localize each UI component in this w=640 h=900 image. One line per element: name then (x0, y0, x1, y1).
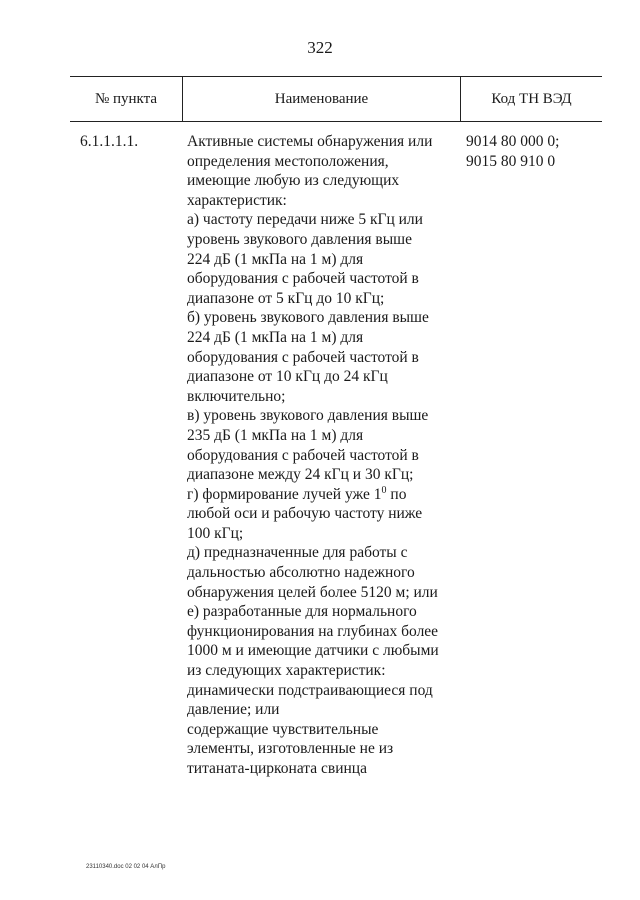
description-line-text: элементы, изготовленные не из (187, 740, 394, 758)
header-code: Код ТН ВЭД (491, 91, 572, 107)
footer-file-reference: 23110340.doc 02 02 04 АлПр (86, 864, 166, 870)
page-number: 322 (307, 38, 333, 57)
description-line (187, 406, 462, 426)
description-line (187, 661, 462, 681)
description-line-text: 100 кГц; (187, 524, 244, 542)
description-line (187, 641, 462, 661)
description-line (187, 152, 462, 172)
description-line-text: титаната-цирконата свинца (187, 760, 367, 777)
tn-ved-code: 9014 80 000 0; (466, 133, 560, 150)
description-line (187, 465, 462, 485)
description-line (187, 602, 462, 622)
description-line (187, 426, 462, 446)
description-line (187, 367, 462, 387)
description-line-text: д) предназначенные для работы с (187, 544, 408, 562)
description-line-text: оборудования с рабочей частотой в (187, 348, 419, 366)
description-line (187, 210, 462, 230)
description-line (187, 759, 462, 779)
description-line-text: 224 дБ (1 мкПа на 1 м) для (187, 250, 364, 268)
description-line (187, 524, 462, 544)
item-description (187, 132, 462, 779)
description-line-text: функционирования на глубинах более (187, 622, 439, 640)
tn-ved-code: 9015 80 910 0 (466, 152, 556, 170)
table-header (70, 76, 602, 122)
description-line-text: 224 дБ (1 мкПа на 1 м) для (187, 328, 364, 346)
description-line (187, 543, 462, 563)
description-line (187, 289, 462, 309)
description-line (187, 446, 462, 466)
description-line-text: любой оси и рабочую частоту ниже (187, 505, 423, 523)
degree-superscript: 0 (381, 484, 387, 496)
description-line-suffix: по (386, 485, 407, 503)
description-line (187, 583, 462, 603)
description-line (187, 230, 462, 250)
description-line (187, 485, 462, 505)
description-line (187, 171, 462, 191)
description-line-text: а) частоту передачи ниже 5 кГц или (187, 211, 423, 229)
description-line (187, 308, 462, 328)
description-line-text: определения местоположения, (187, 152, 389, 170)
description-line-text: давление; или (187, 701, 280, 719)
description-line-text: диапазоне от 5 кГц до 10 кГц; (187, 289, 385, 307)
header-name: Наименование (274, 91, 369, 107)
description-line (187, 387, 462, 407)
description-line (187, 348, 462, 368)
description-line (187, 132, 462, 152)
description-line-text: диапазоне от 10 кГц до 24 кГц (187, 368, 388, 386)
description-line (187, 250, 462, 270)
description-line-text: диапазоне между 24 кГц и 30 кГц; (187, 466, 414, 484)
description-line-text: оборудования с рабочей частотой в (187, 446, 419, 464)
description-line-text: е) разработанные для нормального (187, 603, 417, 621)
description-line (187, 191, 462, 211)
description-line (187, 328, 462, 348)
description-line (187, 269, 462, 289)
description-line-text: динамически подстраивающиеся под (187, 681, 433, 699)
description-line (187, 700, 462, 720)
description-line (187, 739, 462, 759)
description-line-text: обнаружения целей более 5120 м; или (187, 583, 438, 601)
description-line (187, 681, 462, 701)
item-codes (466, 132, 559, 171)
description-line-text: содержащие чувствительные (187, 720, 379, 738)
description-line-text: б) уровень звукового давления выше (187, 309, 429, 327)
description-line-text: в) уровень звукового давления выше (187, 407, 429, 425)
description-line-text: Активные системы обнаружения или (187, 133, 433, 150)
item-number: 6.1.1.1.1. (80, 133, 139, 150)
description-line-text: оборудования с рабочей частотой в (187, 270, 419, 288)
description-line (187, 563, 462, 583)
description-line-text: 235 дБ (1 мкПа на 1 м) для (187, 426, 364, 444)
description-line (187, 720, 462, 740)
description-line-text: имеющие любую из следующих (187, 172, 400, 190)
description-line-text: дальностью абсолютно надежного (187, 564, 415, 582)
description-line (187, 622, 462, 642)
description-line-text: 1000 м и имеющие датчики с любыми (187, 642, 439, 660)
description-line-text: уровень звукового давления выше (187, 230, 412, 248)
description-line-text: характеристик: (187, 191, 287, 209)
description-line-text: из следующих характеристик: (187, 662, 386, 680)
description-line (187, 504, 462, 524)
description-line-text: включительно; (187, 387, 286, 405)
header-item-number: № пункта (94, 91, 158, 107)
description-line-text: г) формирование лучей уже 1 (187, 485, 382, 503)
